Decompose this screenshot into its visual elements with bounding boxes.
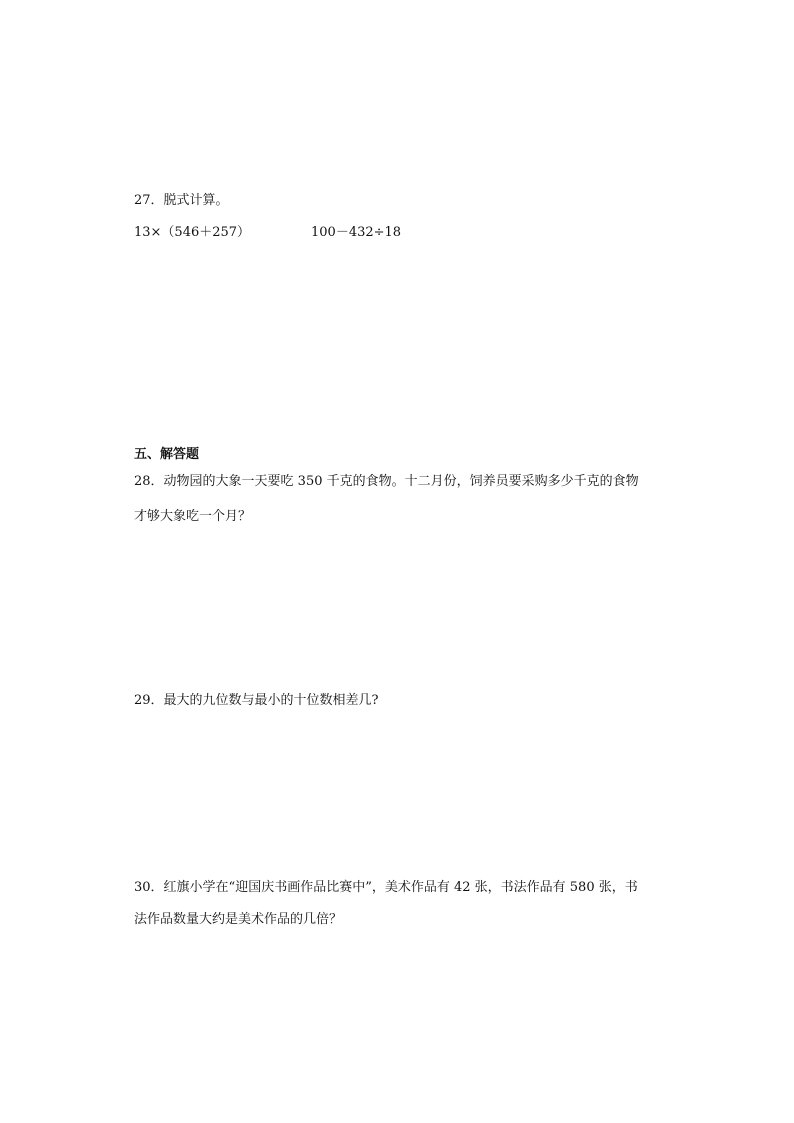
question-29-line-1: 29．最大的九位数与最小的十位数相差几? bbox=[134, 693, 379, 708]
question-27-expression-1: 13×（546＋257） bbox=[134, 225, 251, 240]
question-28-line-2: 才够大象吃一个月？ bbox=[134, 509, 252, 524]
question-27-expression-2: 100－432÷18 bbox=[311, 225, 402, 240]
question-27-title: 27．脱式计算。 bbox=[134, 193, 229, 208]
section-5-heading: 五、解答题 bbox=[134, 447, 200, 462]
question-28-line-1: 28．动物园的大象一天要吃 350 千克的食物。十二月份，饲养员要采购多少千克的食物 bbox=[134, 474, 639, 489]
question-30-line-2: 法作品数量大约是美术作品的几倍？ bbox=[134, 912, 343, 927]
question-30-line-1: 30．红旗小学在“迎国庆书画作品比赛中”，美术作品有 42 张，书法作品有 580 张，书 bbox=[134, 880, 638, 895]
